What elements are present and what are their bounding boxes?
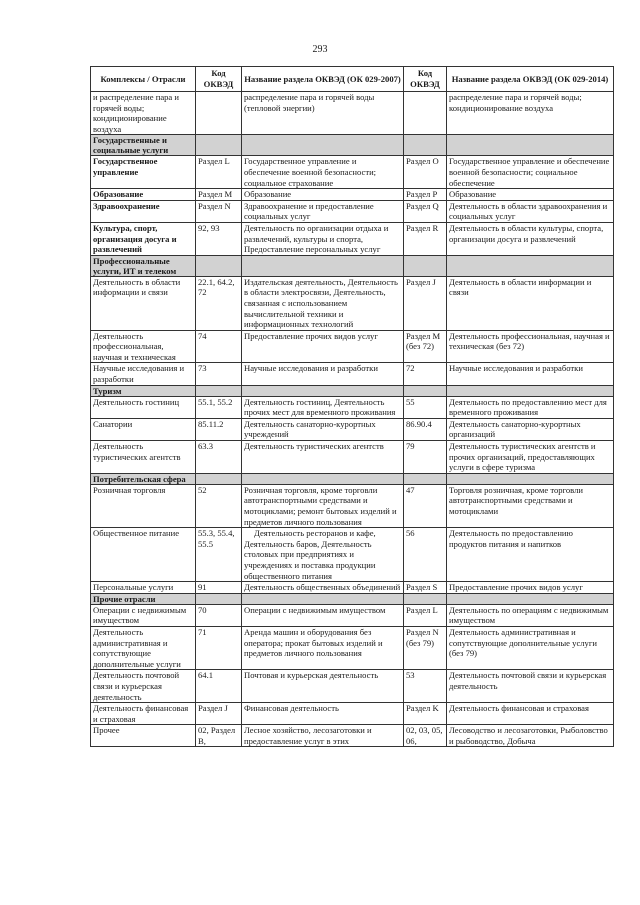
code-2014-cell: 47 [404,484,447,527]
name-2014-cell: Научные исследования и разработки [447,363,614,385]
page-number: 293 [312,44,328,55]
sector-cell: Персональные услуги [91,582,196,594]
table-row [91,363,614,385]
sector-cell: Деятельность туристических агентств [91,441,196,474]
code-2014-cell: Раздел Q [404,200,447,222]
code-2007-cell: 91 [196,582,242,594]
section-blank-cell [242,255,404,276]
sector-cell: Культура, спорт, организация досуга и развлечений [91,222,196,255]
sector-cell: Деятельность административная и сопутствующие дополнительные услуги [91,626,196,669]
name-2014-cell: Образование [447,189,614,201]
name-2007-cell: Операции с недвижимым имуществом [242,604,404,626]
code-2014-cell: 72 [404,363,447,385]
name-2014-cell: Деятельность почтовой связи и курьерская деятельность [447,670,614,703]
table-row [91,725,614,747]
section-row [91,473,614,484]
sector-cell: Санатории [91,418,196,440]
name-2007-cell: Издательская деятельность, Деятельность в области электросвязи, Деятельность, связанная с использованием вычислительной техники и информационных технологий [242,276,404,330]
code-2014-cell: Раздел L [404,604,447,626]
header-name-2014: Название раздела ОКВЭД (ОК 029-2014) [447,67,614,92]
code-2007-cell: 70 [196,604,242,626]
name-2014-cell: Государственное управление и обеспечение военной безопасности; социальное обеспечение [447,156,614,189]
table-row [91,222,614,255]
table-row [91,528,614,582]
code-2014-cell: Раздел R [404,222,447,255]
code-2014-cell: Раздел J [404,276,447,330]
code-2014-cell: Раздел N (без 79) [404,626,447,669]
section-row [91,255,614,276]
name-2007-cell: Деятельность по организации отдыха и развлечений, культуры и спорта, Предоставление персональных услуг [242,222,404,255]
section-title: Государственные и социальные услуги [91,135,196,156]
name-2014-cell: Деятельность профессиональная, научная и техническая (без 72) [447,330,614,363]
table-row [91,330,614,363]
table-header [91,67,614,92]
section-blank-cell [242,135,404,156]
code-2014-cell: 53 [404,670,447,703]
code-2007-cell: 85.11.2 [196,418,242,440]
name-2007-cell: Деятельность санаторно-курортных учреждений [242,418,404,440]
code-2007-cell: 71 [196,626,242,669]
name-2007-cell: Деятельность ресторанов и кафе, Деятельность баров, Деятельность столовых при предприятиях и учреждениях и поставка продукции общественного питания [242,528,404,582]
sector-cell: Общественное питание [91,528,196,582]
code-2014-cell: 55 [404,396,447,418]
table-row [91,200,614,222]
name-2014-cell: Торговля розничная, кроме торговли автотранспортными средствами и мотоциклами [447,484,614,527]
code-2014-cell [404,92,447,135]
sector-cell: Образование [91,189,196,201]
name-2007-cell: Финансовая деятельность [242,703,404,725]
code-2007-cell: 22.1, 64.2, 72 [196,276,242,330]
name-2007-cell: Научные исследования и разработки [242,363,404,385]
code-2007-cell: 92, 93 [196,222,242,255]
section-blank-cell [242,473,404,484]
table-row [91,396,614,418]
code-2014-cell: 56 [404,528,447,582]
header-code-2014: Код ОКВЭД [404,67,447,92]
header-code-2007: Код ОКВЭД [196,67,242,92]
table-row [91,703,614,725]
table-row [91,582,614,594]
name-2007-cell: Почтовая и курьерская деятельность [242,670,404,703]
section-title: Профессиональные услуги, ИТ и телеком [91,255,196,276]
code-2007-cell: 02, Раздел B, [196,725,242,747]
section-blank-cell [196,135,242,156]
code-2007-cell: Раздел N [196,200,242,222]
name-2014-cell: Деятельность по предоставлению мест для временного проживания [447,396,614,418]
name-2007-cell: Аренда машин и оборудования без оператора; прокат бытовых изделий и предметов личного пользования [242,626,404,669]
section-row [91,135,614,156]
name-2014-cell: Деятельность финансовая и страховая [447,703,614,725]
sector-cell: Деятельность гостиниц [91,396,196,418]
table-row [91,189,614,201]
section-blank-cell [242,593,404,604]
code-2007-cell: 52 [196,484,242,527]
name-2007-cell: Предоставление прочих видов услуг [242,330,404,363]
code-2007-cell: 64.1 [196,670,242,703]
section-blank-cell [196,385,242,396]
name-2014-cell: Деятельность административная и сопутствующие дополнительные услуги (без 79) [447,626,614,669]
sector-cell: Операции с недвижимым имуществом [91,604,196,626]
name-2007-cell: Лесное хозяйство, лесозаготовки и предоставление услуг в этих [242,725,404,747]
code-2007-cell: 55.1, 55.2 [196,396,242,418]
table-row [91,418,614,440]
name-2007-cell: распределение пара и горячей воды (тепловой энергии) [242,92,404,135]
section-blank-cell [196,473,242,484]
code-2007-cell [196,92,242,135]
name-2014-cell: Деятельность в области здравоохранения и социальных услуг [447,200,614,222]
code-2014-cell: Раздел K [404,703,447,725]
code-2007-cell: 63.3 [196,441,242,474]
sector-cell: Государственное управление [91,156,196,189]
section-blank-cell [196,255,242,276]
code-2007-cell: Раздел J [196,703,242,725]
section-blank-cell [196,593,242,604]
sector-cell: Здравоохранение [91,200,196,222]
code-2014-cell: Раздел М (без 72) [404,330,447,363]
section-blank-cell [447,135,614,156]
name-2007-cell: Деятельность гостиниц, Деятельность прочих мест для временного проживания [242,396,404,418]
section-blank-cell [447,593,614,604]
code-2007-cell: 74 [196,330,242,363]
sector-cell: Деятельность профессиональная, научная и техническая [91,330,196,363]
section-blank-cell [447,385,614,396]
sector-cell: Деятельность финансовая и страховая [91,703,196,725]
table-row [91,604,614,626]
table-row [91,276,614,330]
section-blank-cell [404,593,447,604]
table-row [91,156,614,189]
name-2014-cell: распределение пара и горячей воды; кондиционирование воздуха [447,92,614,135]
table-row [91,626,614,669]
sector-cell: Деятельность в области информации и связи [91,276,196,330]
name-2014-cell: Предоставление прочих видов услуг [447,582,614,594]
name-2014-cell: Деятельность туристических агентств и прочих организаций, предоставляющих услуги в сфере туризма [447,441,614,474]
name-2007-cell: Образование [242,189,404,201]
name-2007-cell: Государственное управление и обеспечение военной безопасности; социальное страхование [242,156,404,189]
sector-cell: Научные исследования и разработки [91,363,196,385]
section-blank-cell [404,135,447,156]
section-title: Прочие отрасли [91,593,196,604]
code-2007-cell: 73 [196,363,242,385]
header-name-2007: Название раздела ОКВЭД (ОК 029-2007) [242,67,404,92]
code-2014-cell: 86.90.4 [404,418,447,440]
section-blank-cell [447,473,614,484]
code-2014-cell: 79 [404,441,447,474]
section-blank-cell [404,255,447,276]
table-row [91,484,614,527]
name-2007-cell: Розничная торговля, кроме торговли автотранспортными средствами и мотоциклами; ремонт бытовых изделий и предметов личного пользования [242,484,404,527]
sector-cell: Прочее [91,725,196,747]
name-2014-cell: Деятельность по предоставлению продуктов питания и напитков [447,528,614,582]
name-2014-cell: Деятельность санаторно-курортных организаций [447,418,614,440]
name-2014-cell: Деятельность по операциям с недвижимым имуществом [447,604,614,626]
name-2014-cell: Лесоводство и лесозаготовки, Рыболовство и рыбоводство, Добыча [447,725,614,747]
section-blank-cell [242,385,404,396]
name-2007-cell: Деятельность туристических агентств [242,441,404,474]
name-2014-cell: Деятельность в области культуры, спорта, организации досуга и развлечений [447,222,614,255]
section-blank-cell [404,385,447,396]
name-2007-cell: Деятельность общественных объединений [242,582,404,594]
table-row [91,92,614,135]
okved-table [90,66,614,747]
section-title: Потребительская сфера [91,473,196,484]
sector-cell: Розничная торговля [91,484,196,527]
table-row [91,670,614,703]
code-2014-cell: 02, 03, 05, 06, [404,725,447,747]
code-2007-cell: Раздел М [196,189,242,201]
code-2007-cell: Раздел L [196,156,242,189]
table-body [91,92,614,747]
name-2014-cell: Деятельность в области информации и связи [447,276,614,330]
table-row [91,441,614,474]
code-2014-cell: Раздел S [404,582,447,594]
section-title: Туризм [91,385,196,396]
section-row [91,593,614,604]
name-2007-cell: Здравоохранение и предоставление социальных услуг [242,200,404,222]
section-row [91,385,614,396]
sector-cell: Деятельность почтовой связи и курьерская деятельность [91,670,196,703]
header-sector: Комплексы / Отрасли [91,67,196,92]
code-2014-cell: Раздел O [404,156,447,189]
sector-cell: и распределение пара и горячей воды; кондиционирование воздуха [91,92,196,135]
code-2007-cell: 55.3, 55.4, 55.5 [196,528,242,582]
section-blank-cell [404,473,447,484]
code-2014-cell: Раздел P [404,189,447,201]
section-blank-cell [447,255,614,276]
